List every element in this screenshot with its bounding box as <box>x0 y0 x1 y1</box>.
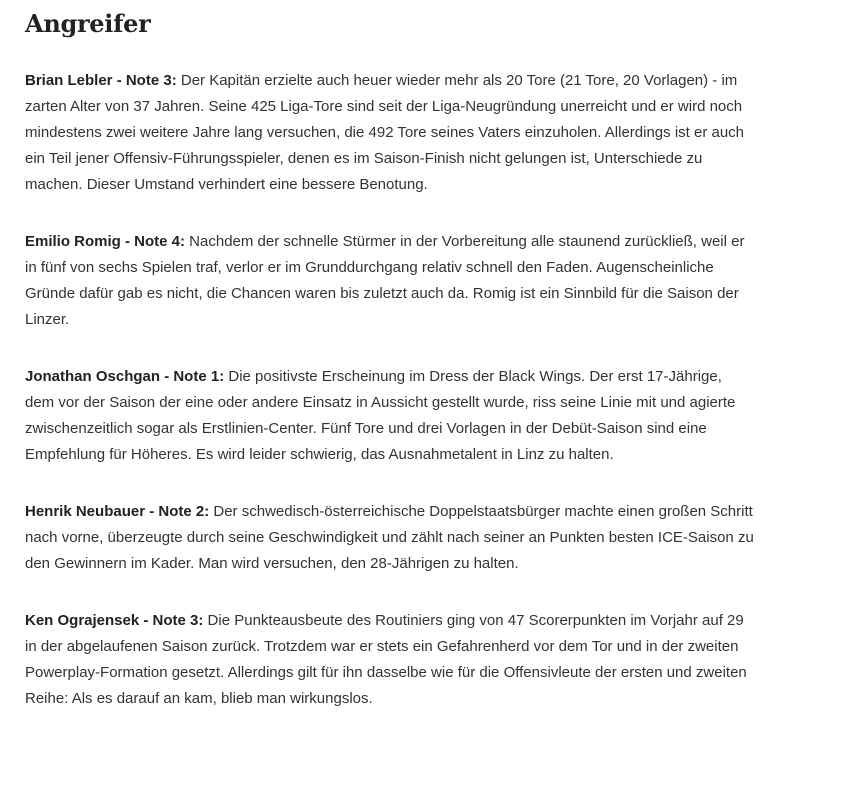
player-description: Der Kapitän erzielte auch heuer wieder mehr als 20 Tore (21 Tore, 20 Vorlagen) - im zarten Alter von 37 Jahren. Seine 425 Liga-Tore sind seit der Liga-Neugründung unerreicht und er wird noch mindestens zwei weitere Jahre lang versuchen, die 492 Tore seines Vaters einzuholen. Allerdings ist er auch ein Teil jener Offensiv-Führungsspieler, denen es im Saison-Finish nicht gelungen ist, Unterschiede zu machen. Dieser Umstand verhindert eine bessere Benotung. <box>25 72 745 193</box>
player-description: Der schwedisch-österreichische Doppelstaatsbürger machte einen großen Schritt nach vorne, überzeugte durch seine Geschwindigkeit und zählt nach seiner an Punkten besten ICE-Saison zu den Gewinnern im Kader. Man wird versuchen, den 28-Jährigen zu halten. <box>25 503 754 572</box>
player-name-grade: Brian Lebler - Note 3: <box>25 72 177 89</box>
player-description: Die Punkteausbeute des Routiniers ging von 47 Scorerpunkten im Vorjahr auf 29 in der abgelaufenen Saison zurück. Trotzdem war er stets ein Gefahrenherd vor dem Tor und in der zweiten Powerplay-Formation gesetzt. Allerdings gilt für ihn dasselbe wie für die Offensivleute der ersten und zweiten Reihe: Als es darauf an kam, blieb man wirkungslos. <box>25 612 747 707</box>
player-paragraph-ograjensek <box>25 608 755 712</box>
player-paragraph-romig <box>25 229 755 333</box>
player-description: Die positivste Erscheinung im Dress der Black Wings. Der erst 17-Jährige, dem vor der Saison der eine oder andere Einsatz in Aussicht gestellt wurde, riss seine Linie mit und agierte zwischenzeitlich sogar als Erstlinien-Center. Fünf Tore und drei Vorlagen in der Debüt-Saison sind eine Empfehlung für Höheres. Es wird leider schwierig, das Ausnahmetalent in Linz zu halten. <box>25 368 736 463</box>
section-heading: Angreifer <box>25 9 151 38</box>
player-name-grade: Henrik Neubauer - Note 2: <box>25 503 210 520</box>
player-paragraph-oschgan <box>25 364 755 468</box>
player-name-grade: Emilio Romig - Note 4: <box>25 233 186 250</box>
player-name-grade: Ken Ograjensek - Note 3: <box>25 612 204 629</box>
article-section <box>25 6 755 712</box>
player-paragraph-lebler <box>25 68 755 198</box>
player-description: Nachdem der schnelle Stürmer in der Vorbereitung alle staunend zurückließ, weil er in fünf von sechs Spielen traf, verlor er im Grunddurchgang relativ schnell den Faden. Augenscheinliche Gründe dafür gab es nicht, die Chancen waren bis zuletzt auch da. Romig ist ein Sinnbild für die Saison der Linzer. <box>25 233 745 328</box>
player-paragraph-neubauer <box>25 499 755 577</box>
player-name-grade: Jonathan Oschgan - Note 1: <box>25 368 225 385</box>
